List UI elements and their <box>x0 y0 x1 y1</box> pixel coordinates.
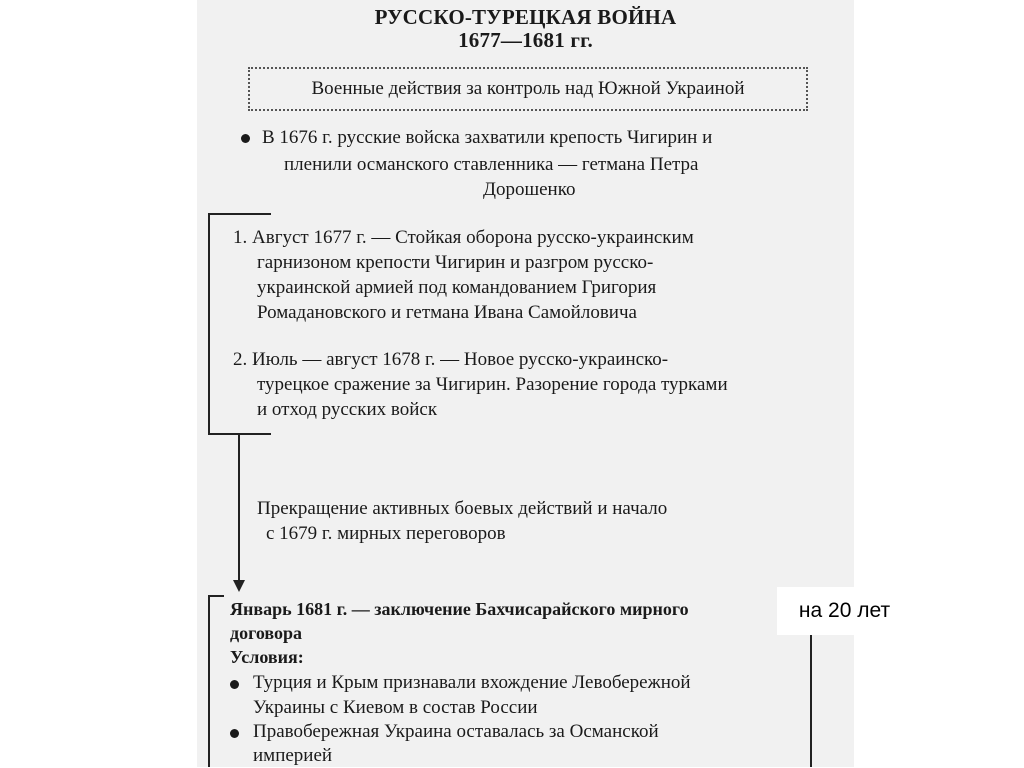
treaty-heading-line-1: Январь 1681 г. — заключение Бахчисарайского мирного <box>230 599 689 619</box>
condition-2-line-2: империей <box>253 745 333 766</box>
annotation-label <box>777 587 912 635</box>
section-heading-box <box>248 67 808 111</box>
condition-1-line-1: Турция и Крым признавали вхождение Левобережной <box>253 672 691 693</box>
event-2-line-3: и отход русских войск <box>257 399 438 420</box>
condition-2-line-1: Правобережная Украина оставалась за Османской <box>253 721 659 742</box>
document-title: РУССКО-ТУРЕЦКАЯ ВОЙНА <box>374 5 677 29</box>
bullet-icon <box>241 134 250 143</box>
document-title-years: 1677—1681 гг. <box>458 28 593 52</box>
conditions-label: Условия: <box>230 647 304 667</box>
event-1-line-1: 1. Август 1677 г. — Стойкая оборона русско-украинским <box>233 227 694 248</box>
event-1-line-3: украинской армией под командованием Григория <box>257 277 657 298</box>
bullet-icon <box>230 729 239 738</box>
intro-line-1: В 1676 г. русские войска захватили крепость Чигирин и <box>262 127 713 148</box>
intro-line-3: Дорошенко <box>483 179 576 200</box>
section-heading: Военные действия за контроль над Южной Украиной <box>311 78 745 99</box>
condition-1-line-2: Украины с Киевом в состав России <box>253 697 538 718</box>
flow-connector-line <box>238 434 240 584</box>
treaty-box-top-border <box>208 595 224 597</box>
event-1-line-4: Ромадановского и гетмана Ивана Самойловича <box>257 302 637 323</box>
cessation-line-2: с 1679 г. мирных переговоров <box>266 523 506 544</box>
treaty-heading-line-2: договора <box>230 623 302 643</box>
annotation-text: на 20 лет <box>798 599 891 622</box>
event-2-line-2: турецкое сражение за Чигирин. Разорение города турками <box>257 374 728 395</box>
bullet-icon <box>230 680 239 689</box>
intro-line-2: пленили османского ставленника — гетмана Петра <box>284 154 699 175</box>
treaty-box-left-border <box>208 595 210 767</box>
cessation-line-1: Прекращение активных боевых действий и начало <box>257 498 668 519</box>
event-2-line-1: 2. Июль — август 1678 г. — Новое русско-украинско- <box>233 349 669 370</box>
event-1-line-2: гарнизоном крепости Чигирин и разгром русско- <box>257 252 654 273</box>
arrow-down-icon <box>233 580 245 592</box>
